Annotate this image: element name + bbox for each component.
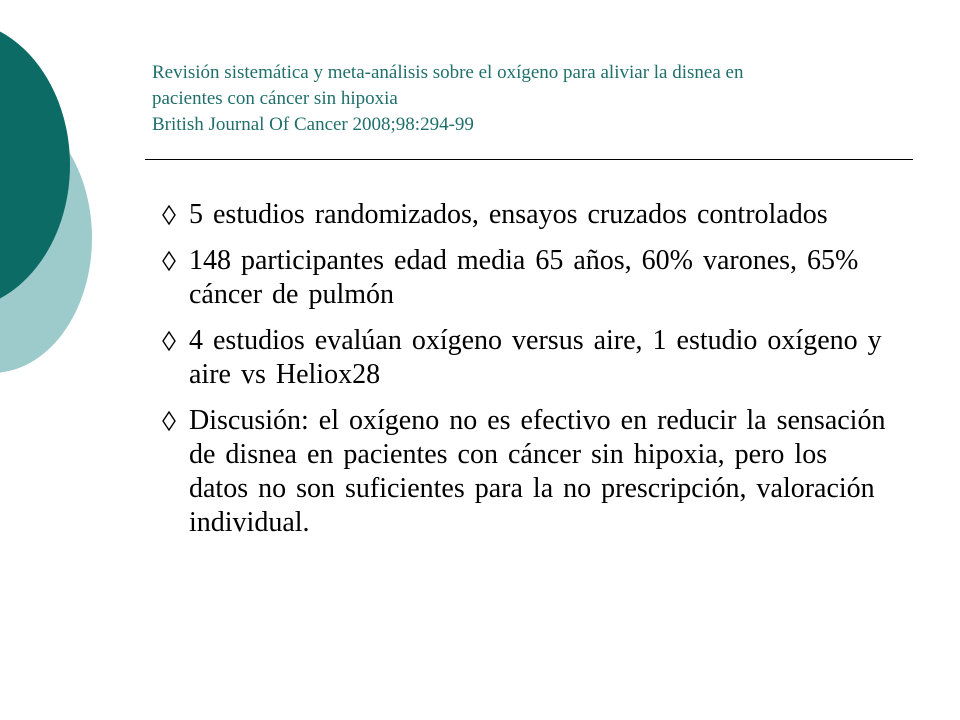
list-item: [152, 244, 892, 312]
hollow-diamond-icon: [158, 245, 180, 277]
hollow-diamond-icon: [158, 199, 180, 231]
bullet-text: Discusión: el oxígeno no es efectivo en reducir la sensación de disnea en pacientes con cáncer sin hipoxia, pero los datos no son suficientes para la no prescripción, valoración individual.: [189, 405, 886, 538]
bullet-text: 5 estudios randomizados, ensayos cruzados controlados: [189, 199, 828, 230]
hollow-diamond-icon: [158, 325, 180, 357]
list-item: [152, 404, 892, 540]
slide-title: [152, 60, 912, 138]
title-line-1: Revisión sistemática y meta-análisis sobre el oxígeno para aliviar la disnea en: [152, 62, 744, 83]
list-item: [152, 198, 892, 232]
title-divider: [145, 159, 913, 160]
title-line-2: pacientes con cáncer sin hipoxia: [152, 88, 398, 109]
list-item: [152, 324, 892, 392]
title-line-3: British Journal Of Cancer 2008;98:294-99: [152, 114, 474, 135]
hollow-diamond-icon: [158, 405, 180, 437]
bullet-text: 4 estudios evalúan oxígeno versus aire, 1 estudio oxígeno y aire vs Heliox28: [189, 325, 882, 390]
slide-decoration: [0, 0, 110, 400]
bullet-list: [152, 198, 892, 552]
bullet-text: 148 participantes edad media 65 años, 60% varones, 65% cáncer de pulmón: [189, 245, 859, 310]
